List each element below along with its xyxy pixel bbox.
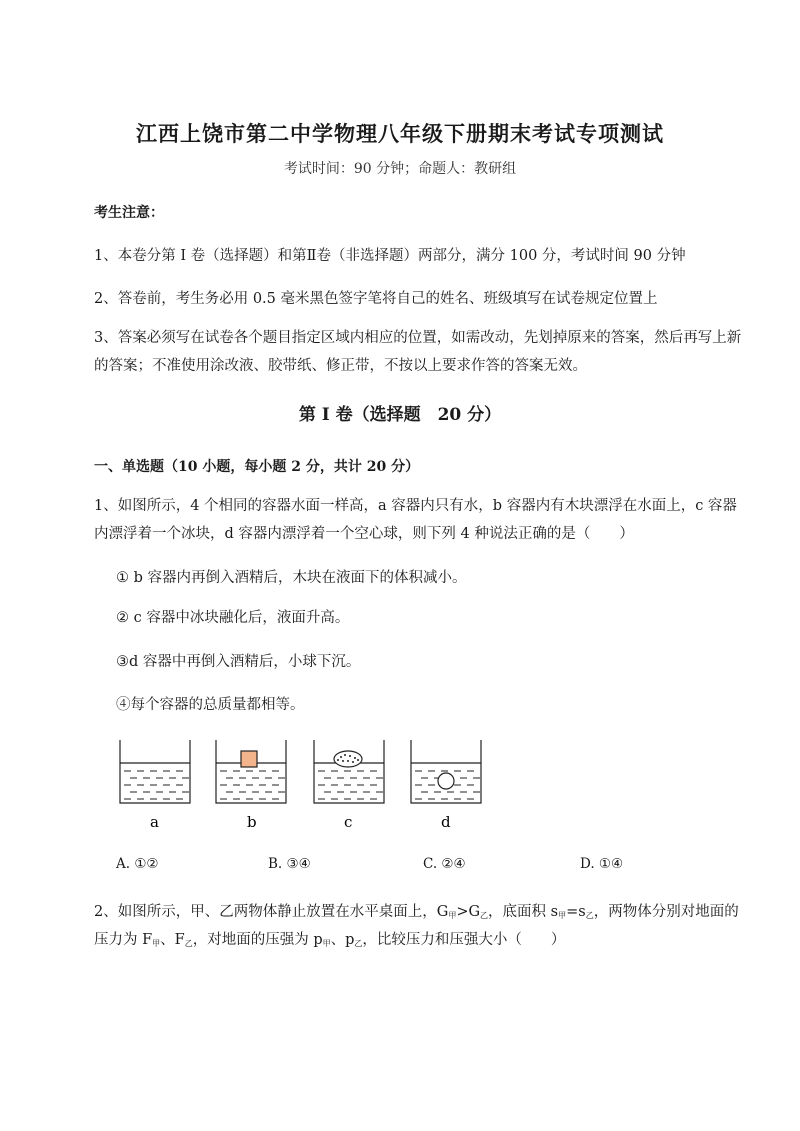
notice-item-1: 1、本卷分第 I 卷（选择题）和第Ⅱ卷（非选择题）两部分，满分 100 分，考试时间 90 分钟 — [94, 248, 686, 264]
hollow-ball — [438, 773, 454, 789]
q1-statement-4: ④每个容器的总质量都相等。 — [116, 697, 305, 713]
notice-item-3: 3、答案必须写在试卷各个题目指定区域内相应的位置，如需改动，先划掉原来的答案，然后再写上新的答案；不准使用涂改液、胶带纸、修正带，不按以上要求作答的答案无效。 — [94, 330, 742, 374]
ice-block — [334, 751, 362, 767]
label-c: c — [344, 813, 353, 831]
option-d[interactable]: D. ①④ — [580, 856, 624, 872]
q1-statement-1: ① b 容器内再倒入酒精后，木块在液面下的体积减小。 — [116, 570, 467, 586]
page-title: 江西上饶市第二中学物理八年级下册期末考试专项测试 — [136, 121, 664, 146]
question-2-line-2: 压力为 $F_甲$、$F_乙$，对地面的压强为 $p_甲$、$p_乙$，比较压力和压强大小（ ） — [94, 932, 566, 948]
part-heading: 一、单选题（10 小题，每小题 2 分，共计 20 分） — [94, 459, 420, 475]
containers-figure — [110, 735, 500, 835]
q1-statement-3: ③d 容器中再倒入酒精后，小球下沉。 — [116, 654, 361, 670]
option-b[interactable]: B. ③④ — [268, 856, 311, 872]
section-title: 第 I 卷（选择题 20 分） — [298, 405, 502, 425]
wood-block — [241, 751, 257, 767]
q1-statement-2: ② c 容器中冰块融化后，液面升高。 — [116, 610, 350, 626]
label-a: a — [150, 813, 159, 831]
option-a[interactable]: A. ①② — [116, 856, 159, 872]
option-c[interactable]: C. ②④ — [423, 856, 466, 872]
label-b: b — [247, 813, 257, 831]
notice-item-2: 2、答卷前，考生务必用 0.5 毫米黑色签字笔将自己的姓名、班级填写在试卷规定位置上 — [94, 291, 658, 307]
question-2-line-1: 2、如图所示，甲、乙两物体静止放置在水平桌面上，$G_甲>G_乙$，底面积 $s_甲=s_乙$，两物体分别对地面的 — [94, 904, 739, 920]
exam-info: 考试时间：90 分钟；命题人：教研组 — [283, 161, 517, 177]
notice-heading: 考生注意： — [94, 205, 164, 221]
label-d: d — [441, 813, 451, 831]
question-1-stem: 1、如图所示，4 个相同的容器水面一样高，a 容器内只有水，b 容器内有木块漂浮在水面上，c 容器内漂浮着一个冰块，d 容器内漂浮着一个空心球，则下列 4 种说法正确的是（ ） — [94, 498, 737, 542]
